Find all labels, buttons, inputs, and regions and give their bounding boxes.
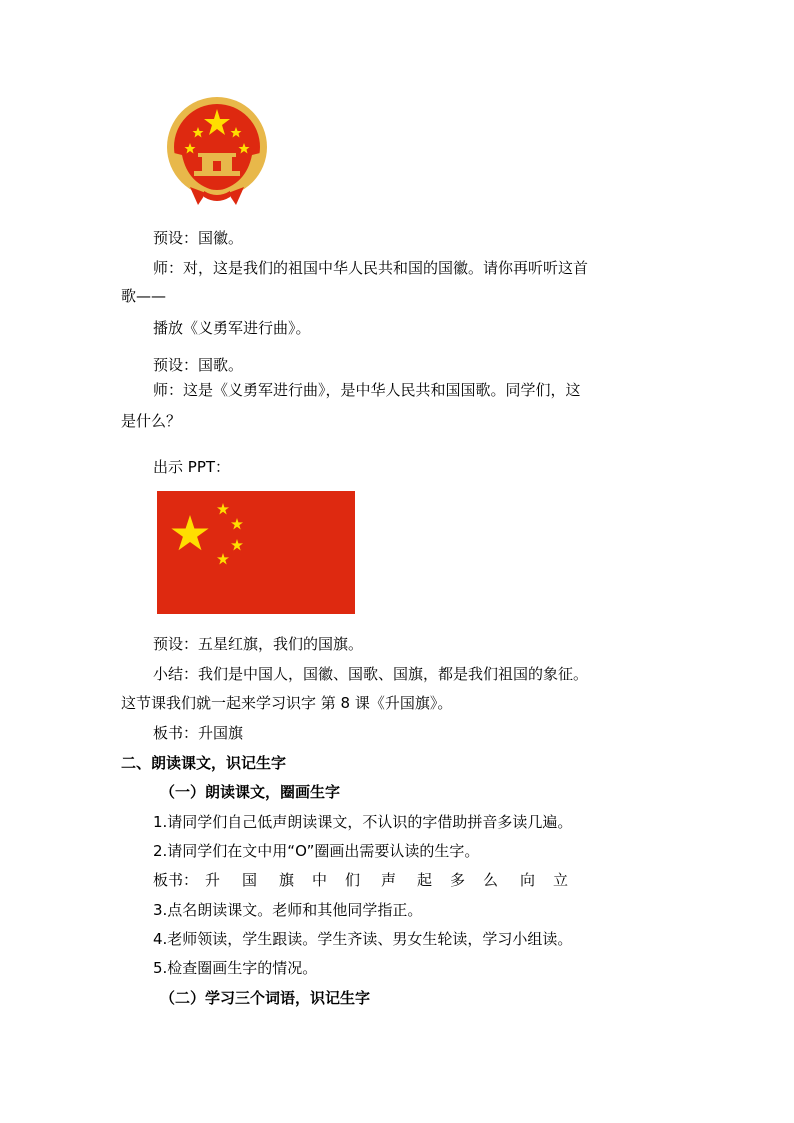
board-title: 板书：升国旗 xyxy=(153,724,244,742)
teacher-line-1b: 歌—— xyxy=(121,287,167,305)
show-ppt: 出示 PPT： xyxy=(153,458,231,476)
subsection-heading-2: （二）学习三个词语，识记生字 xyxy=(160,989,371,1007)
board-char: 旗 xyxy=(279,871,295,889)
preset-anthem: 预设：国歌。 xyxy=(153,356,244,374)
preset-flag: 预设：五星红旗，我们的国旗。 xyxy=(153,635,364,653)
teacher-line-2b: 是什么？ xyxy=(121,412,182,430)
list-item-2: 2.请同学们在文中用“O”圈画出需要认读的生字。 xyxy=(153,842,480,860)
board-char: 国 xyxy=(242,871,258,889)
board-characters xyxy=(153,870,593,890)
board-label: 板书： xyxy=(153,871,199,889)
national-flag-image xyxy=(157,491,355,614)
preset-emblem: 预设：国徽。 xyxy=(153,229,244,247)
board-char: 立 xyxy=(553,871,569,889)
teacher-line-2a: 师：这是《义勇军进行曲》，是中华人民共和国国歌。同学们，这 xyxy=(153,381,581,399)
summary-line-b: 这节课我们就一起来学习识字 第 8 课《升国旗》。 xyxy=(121,694,453,712)
list-item-3: 3.点名朗读课文。老师和其他同学指正。 xyxy=(153,901,423,919)
board-char: 向 xyxy=(520,871,536,889)
board-char: 声 xyxy=(381,871,397,889)
teacher-line-1a: 师：对，这是我们的祖国中华人民共和国的国徽。请你再听听这首 xyxy=(153,259,589,277)
play-anthem: 播放《义勇军进行曲》。 xyxy=(153,319,311,337)
national-emblem-image xyxy=(160,95,275,210)
board-char: 升 xyxy=(205,871,221,889)
board-char: 们 xyxy=(345,871,361,889)
section-heading-2: 二、朗读课文，识记生字 xyxy=(121,754,287,772)
list-item-1: 1.请同学们自己低声朗读课文，不认识的字借助拼音多读几遍。 xyxy=(153,813,573,831)
list-item-4: 4.老师领读，学生跟读。学生齐读、男女生轮读，学习小组读。 xyxy=(153,930,573,948)
board-char: 多 xyxy=(450,871,466,889)
board-char: 起 xyxy=(417,871,433,889)
list-item-5: 5.检查圈画生字的情况。 xyxy=(153,959,318,977)
board-char: 中 xyxy=(312,871,328,889)
summary-line-a: 小结：我们是中国人，国徽、国歌、国旗，都是我们祖国的象征。 xyxy=(153,665,589,683)
subsection-heading-1: （一）朗读课文，圈画生字 xyxy=(160,783,341,801)
board-char: 么 xyxy=(483,871,499,889)
